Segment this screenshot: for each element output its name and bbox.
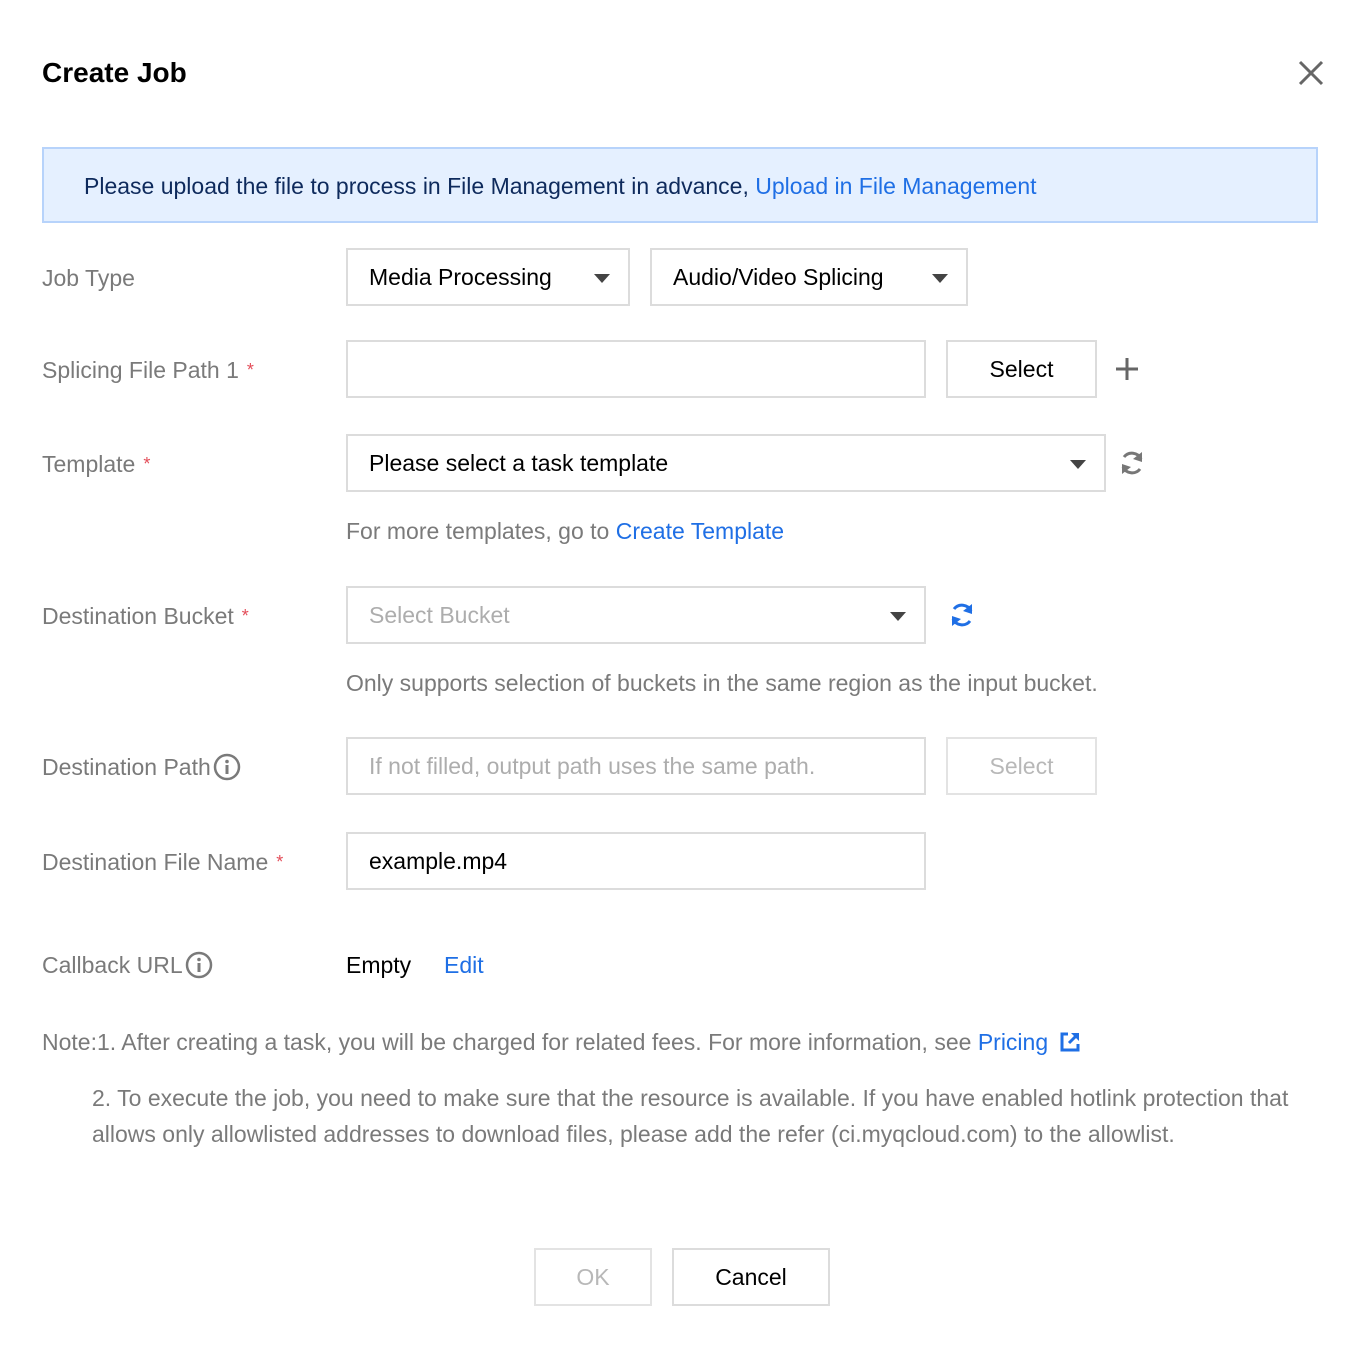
banner-text: Please upload the file to process in File Management in advance, xyxy=(84,173,756,199)
external-link-icon xyxy=(1059,1031,1081,1053)
required-mark: * xyxy=(143,454,151,474)
destination-path-select-button[interactable]: Select xyxy=(946,737,1097,795)
destination-path-label-text: Destination Path xyxy=(42,754,211,780)
destination-file-name-input[interactable]: example.mp4 xyxy=(346,832,926,890)
template-hint xyxy=(346,516,784,546)
ok-button[interactable]: OK xyxy=(534,1248,652,1306)
required-mark: * xyxy=(246,360,254,380)
splicing-file-path-input[interactable] xyxy=(346,340,926,398)
info-icon[interactable] xyxy=(213,753,241,781)
job-subtype-value: Audio/Video Splicing xyxy=(673,264,884,290)
callback-url-label-text: Callback URL xyxy=(42,952,183,978)
refresh-icon xyxy=(947,600,977,630)
chevron-down-icon xyxy=(594,274,610,283)
create-template-link[interactable]: Create Template xyxy=(615,518,785,544)
close-icon xyxy=(1294,56,1328,90)
destination-path-label xyxy=(42,752,241,782)
chevron-down-icon xyxy=(932,274,948,283)
note-line-1-text: 1. After creating a task, you will be charged for related fees. For more information, see xyxy=(96,1029,978,1055)
required-mark: * xyxy=(276,852,284,872)
upload-file-management-link[interactable]: Upload in File Management xyxy=(755,173,1037,199)
template-label-text: Template xyxy=(42,451,136,477)
info-icon[interactable] xyxy=(185,951,213,979)
splicing-file-path-label-text: Splicing File Path 1 xyxy=(42,357,239,383)
job-category-select[interactable] xyxy=(346,248,630,306)
destination-bucket-hint: Only supports selection of buckets in the same region as the input bucket. xyxy=(346,670,1098,696)
destination-bucket-label xyxy=(42,601,249,633)
destination-bucket-placeholder: Select Bucket xyxy=(369,602,510,628)
chevron-down-icon xyxy=(1070,460,1086,469)
splicing-select-button[interactable]: Select xyxy=(946,340,1097,398)
template-value: Please select a task template xyxy=(369,450,669,476)
note-line-1 xyxy=(42,1024,1318,1060)
cancel-button[interactable]: Cancel xyxy=(672,1248,830,1306)
note-line-2: 2. To execute the job, you need to make sure that the resource is available. If you have enabled hotlink protection that allows only allowlisted addresses to download files, please add the refer (ci.myqcloud.com) to the allowlist. xyxy=(92,1085,1289,1147)
note-prefix: Note: xyxy=(42,1029,97,1055)
destination-path-input[interactable]: If not filled, output path uses the same path. xyxy=(346,737,926,795)
pricing-link[interactable] xyxy=(978,1029,1081,1055)
destination-file-name-label-text: Destination File Name xyxy=(42,849,269,875)
callback-url-edit-link[interactable]: Edit xyxy=(444,952,484,978)
add-path-button[interactable] xyxy=(1114,356,1140,382)
destination-file-name-label xyxy=(42,847,283,879)
pricing-link-text: Pricing xyxy=(977,1029,1049,1055)
chevron-down-icon xyxy=(890,612,906,621)
refresh-icon xyxy=(1117,448,1147,478)
destination-bucket-label-text: Destination Bucket xyxy=(42,603,234,629)
destination-bucket-select[interactable] xyxy=(346,586,926,644)
template-label xyxy=(42,449,150,481)
close-button[interactable] xyxy=(1294,56,1328,90)
template-hint-text: For more templates, go to xyxy=(346,518,616,544)
template-select[interactable] xyxy=(346,434,1106,492)
dialog-title: Create Job xyxy=(42,57,187,88)
bucket-refresh-button[interactable] xyxy=(947,600,977,630)
job-category-value: Media Processing xyxy=(369,264,552,290)
callback-url-label xyxy=(42,950,213,980)
info-banner xyxy=(42,147,1318,223)
template-refresh-button[interactable] xyxy=(1117,448,1147,478)
plus-icon xyxy=(1114,356,1140,382)
callback-url-value: Empty xyxy=(346,952,412,978)
required-mark: * xyxy=(241,606,249,626)
job-subtype-select[interactable] xyxy=(650,248,968,306)
splicing-file-path-label xyxy=(42,355,254,387)
job-type-label: Job Type xyxy=(42,265,135,291)
